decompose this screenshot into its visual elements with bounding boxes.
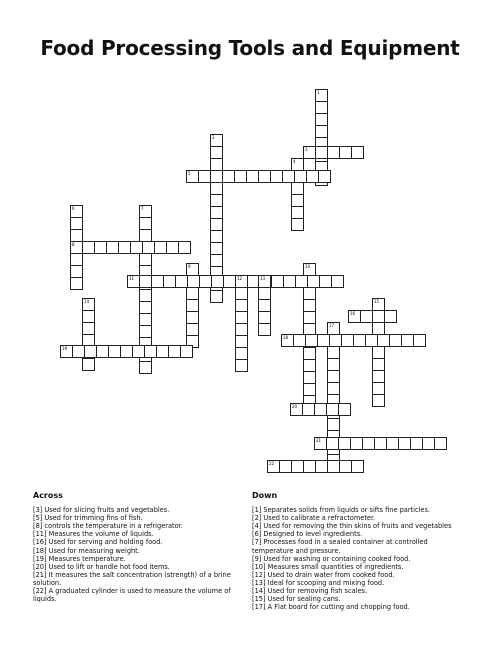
clue-text: [17] A Flat board for cutting and chopping food.	[252, 603, 410, 612]
grid-cell[interactable]	[139, 361, 152, 374]
grid-cell[interactable]	[360, 310, 373, 323]
grid-cell[interactable]	[331, 275, 344, 288]
across-clues	[33, 492, 233, 603]
clue-text: [20] Used to lift or handle hot food items.	[33, 562, 170, 571]
grid-cell[interactable]	[372, 394, 385, 407]
clue-text: [21] It measures the salt concentration (strength) of a brine solution.	[33, 570, 231, 587]
clue-number: 17	[329, 323, 335, 328]
clue-number: 21	[316, 438, 322, 443]
clue-text: [2] Used to calibrate a refractometer.	[252, 514, 376, 523]
grid-cell[interactable]	[413, 334, 426, 347]
clue-number: 14	[84, 299, 90, 304]
grid-cell[interactable]	[235, 359, 248, 372]
clue-number: 3	[305, 147, 308, 152]
clue-text: [22] A graduated cylinder is used to measure the volume of liquids.	[33, 587, 231, 604]
clue-text: [11] Measures the volume of liquids.	[33, 530, 154, 539]
clue-text: [12] Used to drain water from cooked food.	[252, 570, 395, 579]
clue-number: 12	[237, 276, 243, 281]
clue-number: 1	[317, 90, 320, 95]
clue-number: 10	[305, 264, 311, 269]
grid-cell[interactable]	[198, 170, 211, 183]
grid-cell[interactable]	[258, 323, 271, 336]
clue-text: [4] Used for removing the thin skins of fruits and vegetables	[252, 522, 452, 531]
clue-number: 13	[260, 276, 266, 281]
clue-number: 11	[129, 276, 135, 281]
grid-cell[interactable]	[434, 437, 447, 450]
clue-number: 20	[292, 404, 298, 409]
down-clues	[252, 492, 462, 611]
clue-text: [13] Ideal for scooping and mixing food.	[252, 578, 385, 587]
clue-number: 22	[269, 461, 275, 466]
down-clue-list	[252, 506, 462, 611]
clue-text: [1] Separates solids from liquids or sifts fine particles.	[252, 506, 431, 515]
grid-cell[interactable]	[180, 345, 193, 358]
clue-text: [16] Used for serving and holding food.	[33, 538, 163, 547]
across-clue-list	[33, 506, 233, 603]
clue-text: [10] Measures small quantities of ingredients.	[252, 562, 404, 571]
clue-text: [9] Used for washing or containing cooked food.	[252, 554, 411, 563]
clue-text: [5] Used for trimming fins of fish.	[33, 514, 143, 523]
down-heading: Down	[252, 491, 278, 500]
clue-number: 19	[62, 346, 68, 351]
grid-cell[interactable]	[338, 403, 351, 416]
grid-cell[interactable]	[82, 358, 95, 371]
grid-cell[interactable]	[291, 218, 304, 231]
clue-number: 6	[72, 206, 75, 211]
grid-cell[interactable]	[70, 277, 83, 290]
grid-cell[interactable]	[351, 460, 364, 473]
clue-number: 7	[141, 206, 144, 211]
clue-number: 18	[283, 335, 289, 340]
clue-number: 4	[293, 159, 296, 164]
grid-cell[interactable]	[318, 170, 331, 183]
grid-cell[interactable]	[384, 310, 397, 323]
clue-text: [8] controls the temperature in a refrigerator.	[33, 522, 183, 531]
clue-number: 16	[350, 311, 356, 316]
page-title: Food Processing Tools and Equipment	[40, 36, 460, 60]
clue-text: [3] Used for slicing fruits and vegetables.	[33, 506, 170, 515]
clue-number: 8	[72, 242, 75, 247]
clue-number: 15	[374, 299, 380, 304]
grid-cell[interactable]	[178, 241, 191, 254]
clue-text: [7] Processes food in a sealed container at controlled temperature and pressure.	[252, 538, 428, 555]
clue-text: [6] Designed to level ingredients.	[252, 530, 363, 539]
clue-number: 5	[188, 171, 191, 176]
clue-text: [19] Measures temperature.	[33, 554, 126, 563]
clue-text: [15] Used for sealing cans.	[252, 595, 341, 604]
clue-number: 2	[212, 135, 215, 140]
clue-number: 9	[188, 264, 191, 269]
grid-cell[interactable]	[210, 290, 223, 303]
clue-text: [14] Used for removing fish scales.	[252, 587, 368, 596]
grid-cell[interactable]	[351, 146, 364, 159]
clue-text: [18] Used for measuring weight.	[33, 546, 140, 555]
across-heading: Across	[33, 491, 63, 500]
